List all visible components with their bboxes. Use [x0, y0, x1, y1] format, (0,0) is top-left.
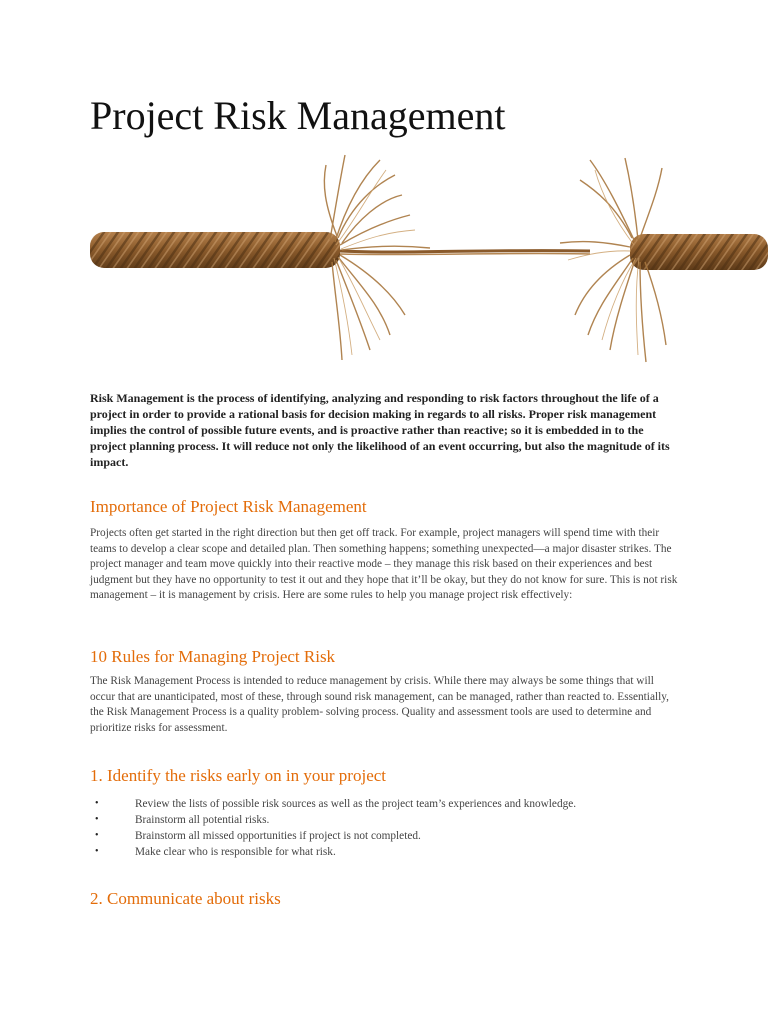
bullet-icon: • — [95, 798, 99, 809]
page-title: Project Risk Management — [90, 93, 506, 138]
intro-paragraph: Risk Management is the process of identifying, analyzing and responding to risk factors throughout the life of a project in order to provide a rational basis for decision making in regards to all risks. Proper risk management implies the control of possible future events, and is proactive rather than reactive; so it is embedded in to the project planning process. It will reduce not only the likelihood of an event occurring, but also the magnitude of its impact. — [90, 391, 670, 469]
list-item-text: Brainstorm all missed opportunities if project is not completed. — [135, 830, 421, 842]
section-body-10-rules: The Risk Management Process is intended to reduce management by crisis. While there may always be some things that will occur that are unanticipated, most of these, through sound risk management, can be managed, rather than reacted to. Essentially, the Risk Management Process is a quality problem- solving process. Quality and assessment tools are used to determine and prioritize risks for assessment. — [90, 675, 669, 734]
list-item — [90, 828, 690, 844]
list-item-text: Review the lists of possible risk sources as well as the project team’s experiences and knowledge. — [135, 798, 577, 810]
list-item — [90, 796, 690, 812]
section-heading-communicate: 2. Communicate about risks — [90, 889, 281, 908]
identify-risks-list — [90, 796, 690, 860]
section-heading-identify-risks: 1. Identify the risks early on in your project — [90, 766, 387, 785]
bullet-icon: • — [95, 830, 99, 841]
bullet-icon: • — [95, 814, 99, 825]
list-item — [90, 812, 690, 828]
bullet-icon: • — [95, 846, 99, 857]
section-heading-importance: Importance of Project Risk Management — [90, 497, 367, 516]
list-item-text: Make clear who is responsible for what risk. — [135, 846, 336, 858]
frayed-rope-image — [90, 150, 768, 375]
list-item — [90, 844, 690, 860]
list-item-text: Brainstorm all potential risks. — [135, 814, 270, 826]
section-body-importance: Projects often get started in the right direction but then get off track. For example, project managers will spend time with their teams to develop a clear scope and detailed plan. Then something happens; something unexpected—a major disaster strikes. The project manager and team move quickly into their reactive mode – they manage this risk based on their experiences and best judgment but they have no opportunity to test it out and they hope that it’ll be okay, but they do not know for sure. This is not risk management – it is management by crisis. Here are some rules to help you manage project risk effectively: — [90, 527, 678, 601]
section-heading-10-rules: 10 Rules for Managing Project Risk — [90, 647, 336, 666]
